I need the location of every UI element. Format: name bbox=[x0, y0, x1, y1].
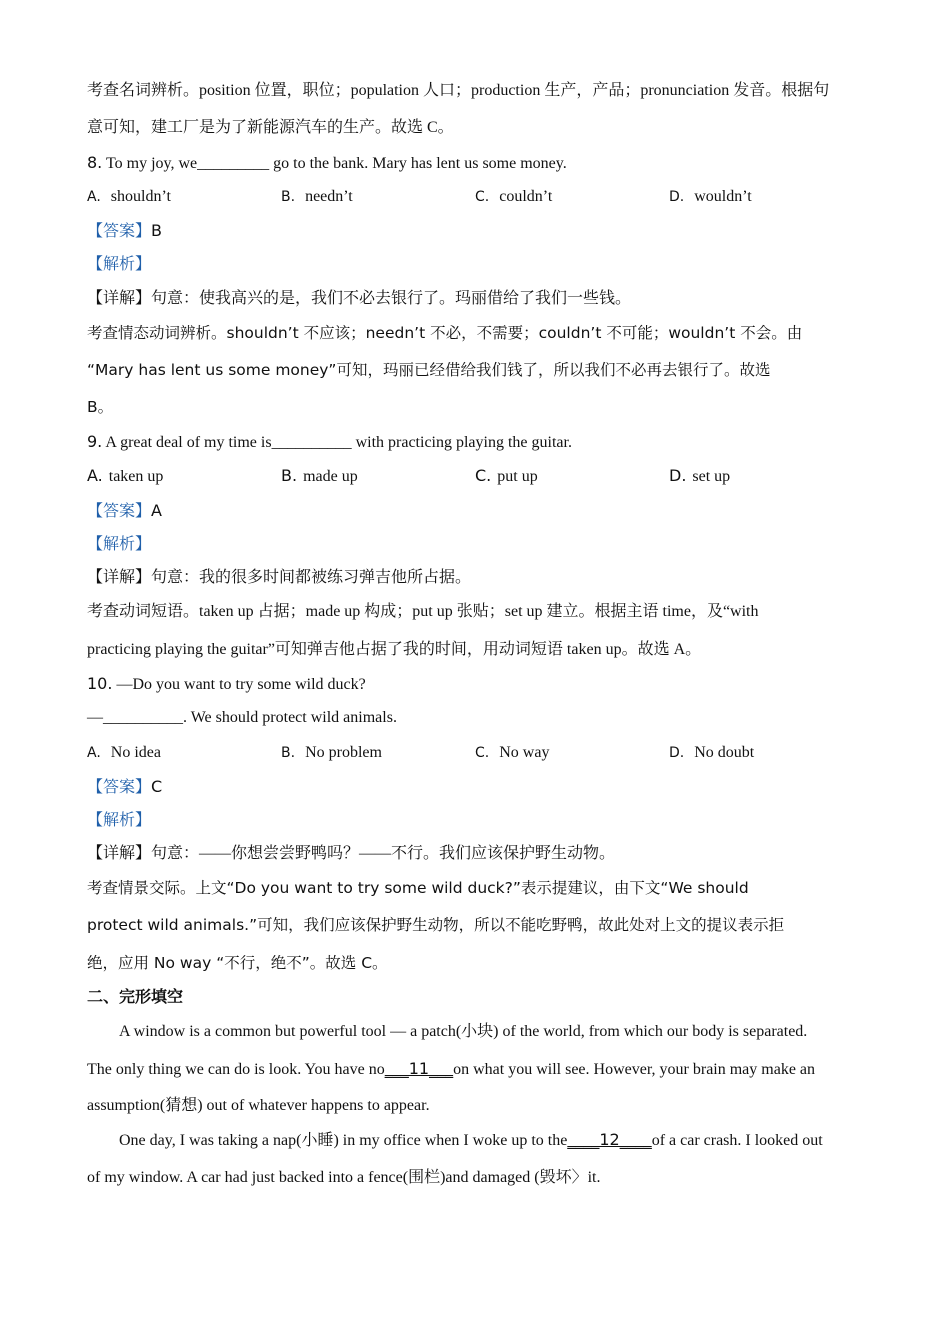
option-label: A. bbox=[87, 189, 101, 205]
option-text: set up bbox=[692, 468, 731, 485]
q10-stem-line-1: —Do you want to try some wild duck? bbox=[116, 676, 366, 693]
q9-answer bbox=[87, 500, 862, 523]
q8-detail bbox=[87, 288, 862, 310]
q8-option-d[interactable] bbox=[669, 186, 752, 208]
option-text: made up bbox=[303, 468, 358, 485]
q8-explanation-line-2: “Mary has lent us some money”可知，玛丽已经借给我们钱了，所以我们不必再去银行了。故选 bbox=[87, 361, 771, 379]
option-text: No problem bbox=[305, 744, 382, 761]
q8-number: 8. bbox=[87, 153, 103, 172]
detail-text: 句意：——你想尝尝野鸭吗？——不行。我们应该保护野生动物。 bbox=[151, 845, 616, 862]
option-text: taken up bbox=[108, 468, 164, 485]
q8-analysis-tag: 【解析】 bbox=[87, 256, 152, 273]
q9-option-d[interactable] bbox=[669, 465, 730, 488]
option-label: D. bbox=[669, 189, 685, 205]
q9-option-b[interactable] bbox=[281, 465, 358, 488]
option-label: B. bbox=[281, 466, 298, 485]
option-text: shouldn’t bbox=[110, 188, 171, 205]
q10-detail bbox=[87, 843, 862, 865]
q8-answer bbox=[87, 220, 862, 243]
q8-question bbox=[87, 152, 862, 175]
passage-p2-line-1 bbox=[119, 1129, 862, 1152]
detail-text: 句意：我的很多时间都被练习弹吉他所占据。 bbox=[151, 569, 472, 586]
q9-question bbox=[87, 431, 862, 454]
q8-explanation-line-1: 考查情态动词辨析。shouldn’t 不应该；needn’t 不必，不需要；couldn’t 不可能；wouldn’t 不会。由 bbox=[87, 324, 803, 342]
q8-option-a[interactable] bbox=[87, 186, 171, 208]
passage-text: The only thing we can do is look. You have no bbox=[87, 1061, 385, 1078]
option-text: couldn’t bbox=[499, 188, 553, 205]
passage-text: of a car crash. I looked out bbox=[651, 1132, 823, 1149]
option-text: put up bbox=[497, 468, 538, 485]
q8-explanation-line-3: B。 bbox=[87, 398, 114, 416]
section-heading: 二、完形填空 bbox=[87, 987, 184, 1006]
detail-tag: 【详解】 bbox=[87, 845, 152, 862]
answer-tag: 【答案】 bbox=[87, 503, 152, 520]
passage-text: One day, I was taking a nap(小睡) in my office when I woke up to the bbox=[119, 1132, 568, 1149]
option-label: B. bbox=[281, 189, 296, 205]
q9-explanation-line-2: practicing playing the guitar”可知弹吉他占据了我的时间，用动词短语 taken up。故选 A。 bbox=[87, 641, 702, 658]
q10-number: 10. bbox=[87, 674, 113, 693]
option-label: C. bbox=[475, 466, 492, 485]
option-label: C. bbox=[475, 745, 490, 761]
q10-analysis-tag: 【解析】 bbox=[87, 812, 152, 829]
answer-value: A bbox=[151, 501, 162, 520]
q9-detail bbox=[87, 567, 862, 589]
passage-p1-line-1: A window is a common but powerful tool — a patch(小块) of the world, from which our body is separated. bbox=[119, 1023, 808, 1040]
q9-stem: A great deal of my time is__________ with practicing playing the guitar. bbox=[105, 434, 572, 451]
q9-analysis-tag: 【解析】 bbox=[87, 536, 152, 553]
blank-11[interactable]: ___11___ bbox=[384, 1059, 454, 1078]
q7-explanation-line-2: 意可知，建工厂是为了新能源汽车的生产。故选 C。 bbox=[87, 119, 454, 136]
q8-stem: To my joy, we_________ go to the bank. Mary has lent us some money. bbox=[105, 155, 567, 172]
q10-option-b[interactable] bbox=[281, 742, 382, 764]
q7-explanation-line-1: 考查名词辨析。position 位置，职位；population 人口；production 生产，产品；pronunciation 发音。根据句 bbox=[87, 82, 830, 99]
q9-option-a[interactable] bbox=[87, 465, 163, 488]
answer-tag: 【答案】 bbox=[87, 779, 152, 796]
q10-explanation-line-3: 绝，应用 No way “不行，绝不”。故选 C。 bbox=[87, 954, 388, 972]
option-label: B. bbox=[281, 745, 296, 761]
q10-option-a[interactable] bbox=[87, 742, 161, 764]
q10-answer bbox=[87, 776, 862, 799]
q10-stem-line-2: —__________. We should protect wild animals. bbox=[87, 709, 397, 726]
q9-option-c[interactable] bbox=[475, 465, 538, 488]
detail-tag: 【详解】 bbox=[87, 290, 152, 307]
q10-question bbox=[87, 673, 862, 696]
detail-text: 句意：使我高兴的是，我们不必去银行了。玛丽借给了我们一些钱。 bbox=[151, 290, 632, 307]
option-text: wouldn’t bbox=[694, 188, 752, 205]
passage-p1-line-2 bbox=[87, 1058, 862, 1081]
blank-12[interactable]: ____12____ bbox=[567, 1130, 652, 1149]
option-text: No way bbox=[499, 744, 550, 761]
option-text: No idea bbox=[110, 744, 161, 761]
q10-option-c[interactable] bbox=[475, 742, 549, 764]
option-label: D. bbox=[669, 466, 687, 485]
q10-explanation-line-1: 考查情景交际。上文“Do you want to try some wild duck?”表示提建议，由下文“We should bbox=[87, 879, 749, 897]
option-label: D. bbox=[669, 745, 685, 761]
q8-option-c[interactable] bbox=[475, 186, 552, 208]
option-text: No doubt bbox=[694, 744, 755, 761]
passage-text: on what you will see. However, your brain may make an bbox=[453, 1061, 816, 1078]
option-label: A. bbox=[87, 745, 101, 761]
passage-p1-line-3: assumption(猜想) out of whatever happens to appear. bbox=[87, 1097, 430, 1114]
q8-option-b[interactable] bbox=[281, 186, 353, 208]
answer-value: C bbox=[151, 777, 163, 796]
answer-value: B bbox=[151, 221, 162, 240]
q10-explanation-line-2: protect wild animals.”可知，我们应该保护野生动物，所以不能吃野鸭，故此处对上文的提议表示拒 bbox=[87, 916, 785, 934]
option-label: A. bbox=[87, 466, 103, 485]
q9-number: 9. bbox=[87, 432, 103, 451]
q9-explanation-line-1: 考查动词短语。taken up 占据；made up 构成；put up 张贴；set up 建立。根据主语 time，及“with bbox=[87, 603, 759, 620]
option-label: C. bbox=[475, 189, 490, 205]
detail-tag: 【详解】 bbox=[87, 569, 152, 586]
option-text: needn’t bbox=[305, 188, 353, 205]
answer-tag: 【答案】 bbox=[87, 223, 152, 240]
passage-p2-line-2: of my window. A car had just backed into a fence(围栏)and damaged (毁坏〉it. bbox=[87, 1169, 601, 1186]
q10-option-d[interactable] bbox=[669, 742, 754, 764]
